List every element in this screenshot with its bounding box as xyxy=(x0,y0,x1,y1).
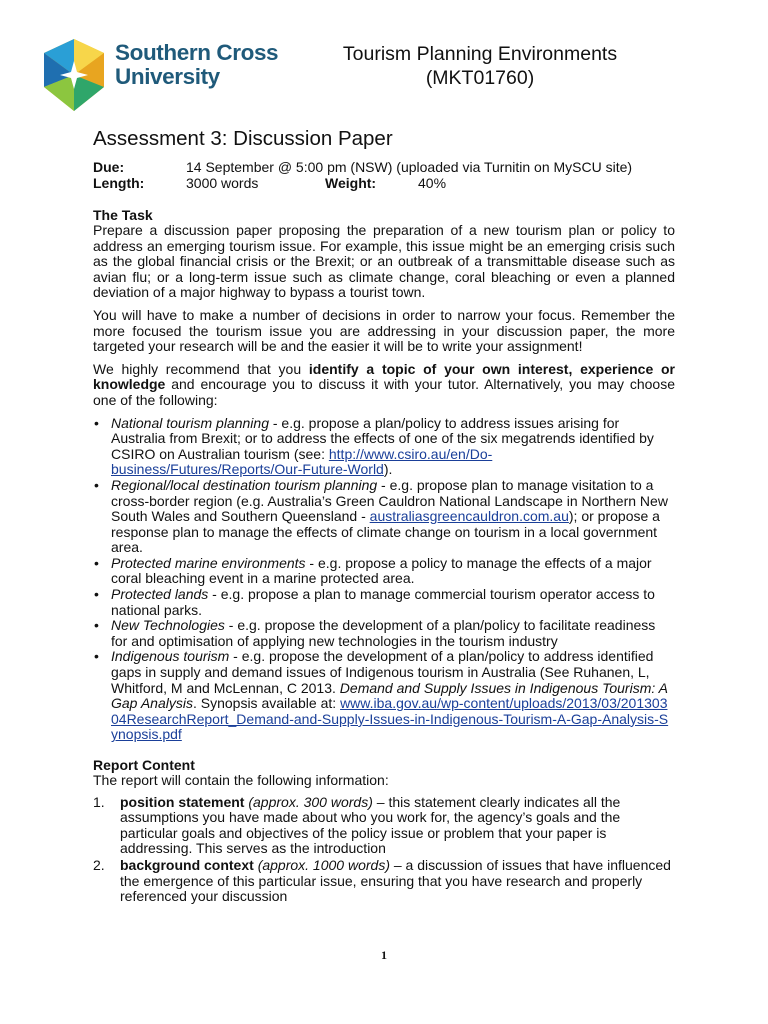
topic-title: Regional/local destination tourism planning xyxy=(111,476,378,493)
topic-text-2: . Synopsis available at: xyxy=(192,695,341,712)
item-number: 1. xyxy=(93,793,105,810)
due-value: 14 September @ 5:00 pm (NSW) (uploaded via Turnitin on MySCU site) xyxy=(186,159,633,175)
weight-value: 40% xyxy=(418,175,447,191)
course-name: Tourism Planning Environments xyxy=(342,43,618,65)
item-text: – a discussion of issues that have influenced the emergence of this particular issue, ensuring that you have research and properly referenced your discussion xyxy=(120,856,671,905)
logo-line-2: University xyxy=(115,64,220,89)
bullet-icon: • xyxy=(94,554,99,571)
bullet-icon: • xyxy=(94,586,99,603)
item-number: 2. xyxy=(93,856,105,873)
task-heading: The Task xyxy=(93,207,153,223)
item-text: – this statement clearly indicates all the assumptions you have made about who you work for, the agency’s goals and the particular goals and objectives of the policy issue or problem that your paper is addressing. This serves as the introduction xyxy=(120,793,621,857)
logo-wordmark xyxy=(115,41,278,89)
topic-title: Protected lands xyxy=(111,586,209,603)
item-title: background context xyxy=(120,856,254,873)
list-item xyxy=(94,414,675,478)
green-cauldron-link[interactable]: australiasgreencauldron.com.au xyxy=(369,508,569,525)
bullet-icon: • xyxy=(94,414,99,431)
item-approx: (approx. 1000 words) xyxy=(257,856,390,873)
topic-text: - e.g. propose the development of a plan/policy to facilitate readiness for and optimisation of applying new technologies in the tourism industry xyxy=(111,617,656,649)
item-approx: (approx. 300 words) xyxy=(248,793,373,810)
course-code: (MKT01760) xyxy=(425,67,535,89)
task-paragraph-1: Prepare a discussion paper proposing the preparation of a new tourism plan or policy to address an emerging tourism issue. For example, this issue might be an emerging crisis such as the global financial crisis or the Brexit; or an outbreak of a transmittable disease such as avian flu; or a long-term issue such as climate change, coral bleaching or even a planned deviation of a major highway to bypass a tourist town. xyxy=(93,222,675,301)
p3-bold: identify a topic of your own interest, experience or knowledge xyxy=(93,360,675,393)
task-paragraph-2: You will have to make a number of decisions in order to narrow your focus. Remember the more focused the tourism issue you are addressing in your discussion paper, the more targeted your research will be and the easier it will be to write your assignment! xyxy=(93,306,675,355)
list-item xyxy=(94,554,675,587)
csiro-link[interactable]: http://www.csiro.au/en/Do-business/Futures/Reports/Our-Future-World xyxy=(111,445,493,478)
university-logo xyxy=(42,39,292,111)
topic-text: - e.g. propose a policy to manage the effects of a major coral bleaching event in a marine protected area. xyxy=(111,554,652,587)
list-item xyxy=(93,856,675,905)
report-items xyxy=(93,795,675,905)
list-item xyxy=(94,617,675,649)
list-item xyxy=(94,648,675,743)
shield-logo-icon xyxy=(42,39,106,111)
report-heading: Report Content xyxy=(93,757,195,773)
bullet-icon: • xyxy=(94,617,99,634)
due-label: Due: xyxy=(93,159,125,175)
weight-label: Weight: xyxy=(325,175,377,191)
list-item xyxy=(94,476,675,556)
course-title xyxy=(300,42,660,90)
p3-text-a: We highly recommend that you xyxy=(93,360,309,377)
topic-text-after: ); or propose a response plan to manage the effects of climate change on tourism in a local government area. xyxy=(111,508,660,556)
topic-text: - e.g. propose the development of a plan/policy to address identified gaps in supply and demand issues of Indigenous tourism in Australia (See Ruhanen, L, Whitford, M and McLennan, C 2013. xyxy=(111,648,654,696)
topic-text: - e.g. propose a plan/policy to address issues arising for Australia from Brexit; or to address the effects of one of the six megatrends identified by CSIRO on Australian tourism (see: xyxy=(111,414,654,462)
logo-line-1: Southern Cross xyxy=(115,40,279,65)
length-label: Length: xyxy=(93,175,145,191)
topic-title: Protected marine environments xyxy=(111,554,306,571)
document-body xyxy=(93,207,675,906)
topic-text: - e.g. propose plan to manage visitation to a cross-border region (e.g. Australia’s Green Cauldron National Landscape in Northern New South Wales and Southern Queensland - xyxy=(111,476,668,525)
citation-title: Demand and Supply Issues in Indigenous Tourism: A Gap Analysis xyxy=(111,679,668,712)
topic-list xyxy=(93,416,675,743)
topic-title: New Technologies xyxy=(111,617,225,634)
page-title: Assessment 3: Discussion Paper xyxy=(93,127,393,150)
topic-title: National tourism planning xyxy=(111,414,269,431)
list-item xyxy=(94,586,675,618)
p3-text-b: and encourage you to discuss it with your tutor. Alternatively, you may choose one of the following: xyxy=(93,376,675,408)
length-value: 3000 words xyxy=(186,175,259,191)
topic-text: - e.g. propose a plan to manage commercial tourism operator access to national parks. xyxy=(111,586,655,618)
page-number: 1 xyxy=(381,948,387,962)
bullet-icon: • xyxy=(94,476,99,493)
bullet-icon: • xyxy=(94,648,99,665)
report-intro: The report will contain the following information: xyxy=(93,772,389,788)
task-paragraph-3 xyxy=(93,362,675,409)
iba-report-link[interactable]: www.iba.gov.au/wp-content/uploads/2013/03/20130304ResearchReport_Demand-and-Supply-Issues-in-Indigenous-Tourism-A-Gap-Analysis-Synopsis.pdf xyxy=(111,695,669,743)
item-title: position statement xyxy=(120,793,245,810)
topic-title: Indigenous tourism xyxy=(111,648,230,665)
topic-text-after: ). xyxy=(383,461,393,478)
list-item xyxy=(93,793,675,857)
